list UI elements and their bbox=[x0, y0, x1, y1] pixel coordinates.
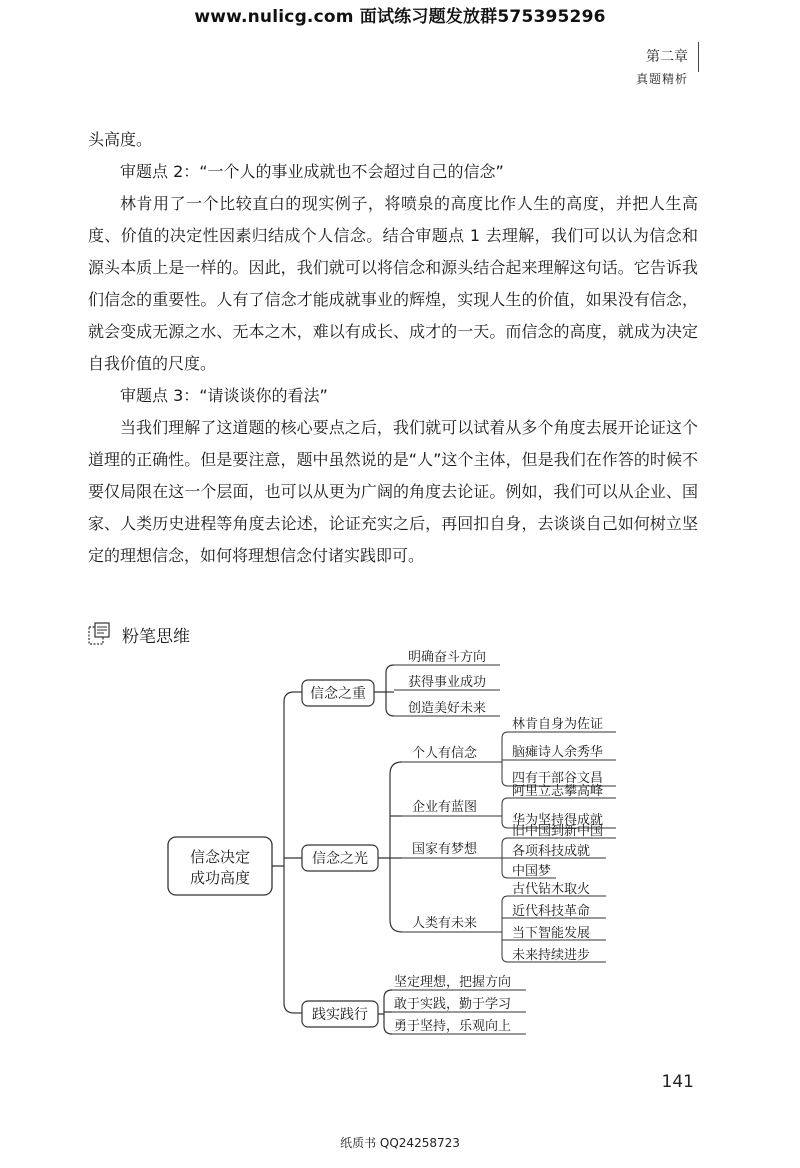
point2-paragraph: 林肯用了一个比较直白的现实例子，将喷泉的高度比作人生的高度，并把人生高度、价值的决定性因素归结成个人信念。结合审题点 1 去理解，我们可以认为信念和源头本质上是一样的。因此，我们就可以将信念和源头结合起来理解这句话。它告诉我们信念的重要性。人有了信念才能成就事业的辉煌，实现人生的价值，如果没有信念，就会变成无源之水、无本之木，难以有成长、成才的一天。而信念的高度，就成为决定自我价值的尺度。 bbox=[88, 194, 698, 373]
sub4-leaf3: 当下智能发展 bbox=[512, 926, 591, 941]
sub3-leaf2: 各项科技成就 bbox=[512, 844, 591, 859]
branch3-leaf1: 坚定理想，把握方向 bbox=[394, 975, 512, 990]
sub2-leaf2: 华为坚持得成就 bbox=[512, 813, 604, 828]
mindmap-root-line2: 成功高度 bbox=[189, 869, 251, 887]
branch1-leaf3: 创造美好未来 bbox=[408, 701, 487, 716]
sub1-label: 个人有信念 bbox=[412, 746, 478, 761]
point3-paragraph: 当我们理解了这道题的核心要点之后，我们就可以试着从多个角度去展开论证这个道理的正确性。但是要注意，题中虽然说的是“人”这个主体，但是我们在作答的时候不要仅局限在这一个层面，也可以从更为广阔的角度去论证。例如，我们可以从企业、国家、人类历史进程等角度去论述，论证充实之后，再回扣自身，去谈谈自己如何树立坚定的理想信念，如何将理想信念付诸实践即可。 bbox=[88, 418, 698, 565]
branch3-leaf2: 敢于实践，勤于学习 bbox=[394, 997, 512, 1012]
branch2-label: 信念之光 bbox=[312, 851, 368, 867]
sub2-leaf1: 阿里立志攀高峰 bbox=[512, 784, 604, 799]
page-number: 141 bbox=[661, 1072, 694, 1092]
sub3-leaf3: 中国梦 bbox=[512, 864, 552, 879]
chapter-title: 第二章 bbox=[646, 49, 688, 65]
sub1-leaf3: 四有干部谷文昌 bbox=[512, 771, 604, 786]
sub3-label: 国家有梦想 bbox=[412, 842, 478, 857]
branch2-connector bbox=[378, 762, 402, 932]
lead-line: 头高度。 bbox=[88, 130, 153, 149]
branch1-leaf1: 明确奋斗方向 bbox=[408, 650, 487, 665]
branch3-label: 践实践行 bbox=[312, 1007, 368, 1023]
point2-title: 审题点 2：“一个人的事业成就也不会超过自己的信念” bbox=[120, 162, 504, 181]
chapter-divider bbox=[698, 42, 700, 72]
branch1-connector bbox=[374, 665, 394, 716]
mindmap-trunk bbox=[272, 692, 294, 1013]
branch3-leaf3: 勇于坚持，乐观向上 bbox=[394, 1019, 512, 1034]
mindmap bbox=[0, 640, 800, 1060]
branch1-leaf2: 获得事业成功 bbox=[408, 675, 487, 690]
sub1-leaf1: 林肯自身为佐证 bbox=[512, 717, 604, 732]
sub4-label: 人类有未来 bbox=[412, 916, 478, 931]
bottom-stamp: 纸质书 QQ24258723 bbox=[340, 1136, 460, 1150]
sub4-leaf2: 近代科技革命 bbox=[512, 904, 591, 919]
point3-title: 审题点 3：“请谈谈你的看法” bbox=[120, 386, 328, 405]
chapter-header bbox=[636, 46, 688, 90]
chapter-section: 真题精析 bbox=[635, 72, 688, 86]
sub3-leaf1: 旧中国到新中国 bbox=[512, 824, 604, 839]
mindmap-root-line1: 信念决定 bbox=[189, 848, 251, 866]
top-banner: www.nulicg.com 面试练习题发放群575395296 bbox=[194, 7, 606, 27]
section-title: 粉笔思维 bbox=[122, 626, 190, 647]
branch1-label: 信念之重 bbox=[310, 686, 366, 702]
sub4-leaf1: 古代钻木取火 bbox=[512, 882, 591, 897]
sub4-leaf4: 未来持续进步 bbox=[512, 948, 591, 963]
sub1-leaf2: 脑瘫诗人余秀华 bbox=[512, 745, 604, 760]
sub2-label: 企业有蓝图 bbox=[412, 800, 478, 815]
body-text bbox=[88, 124, 698, 572]
